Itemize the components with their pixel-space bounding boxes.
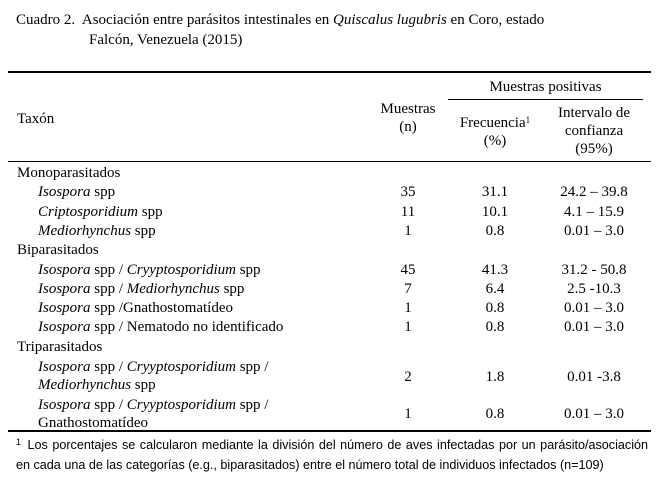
n-row-4: 45 bbox=[400, 262, 416, 278]
n-row-5: 7 bbox=[404, 281, 412, 297]
header-intervalo: Intervalo de confianza (95%) bbox=[557, 105, 631, 157]
header-taxon: Taxón bbox=[17, 111, 55, 127]
taxon-row-2: Criptosporidium spp bbox=[38, 204, 163, 220]
taxon-row-5: Isospora spp / Mediorhynchus spp bbox=[38, 281, 245, 297]
group-monoparasitados: Monoparasitados bbox=[17, 165, 121, 181]
frecuencia-row-7: 0.8 bbox=[485, 319, 505, 335]
top-rule bbox=[8, 71, 651, 73]
intervalo-row-7: 0.01 – 3.0 bbox=[564, 319, 624, 335]
intervalo-row-8: 0.01 -3.8 bbox=[567, 369, 621, 385]
frecuencia-row-6: 0.8 bbox=[485, 300, 505, 316]
n-row-6: 1 bbox=[404, 300, 412, 316]
taxon-row-1: Isospora spp bbox=[38, 184, 116, 200]
footnote-text: Los porcentajes se calcularon mediante la división del número de aves infectadas por un parásito/asociación en cada una de las categorías (e.g., biparasitados) entre el número total de individuos infectados (n=109) bbox=[16, 438, 648, 472]
n-row-7: 1 bbox=[404, 319, 412, 335]
caption-text-after: en Coro, estado bbox=[446, 12, 545, 28]
n-row-2: 11 bbox=[400, 204, 416, 220]
frecuencia-row-2: 10.1 bbox=[481, 204, 509, 220]
table-caption bbox=[16, 10, 656, 50]
intervalo-row-1: 24.2 – 39.8 bbox=[560, 184, 628, 200]
header-muestras: Muestras (n) bbox=[380, 101, 436, 135]
intervalo-row-3: 0.01 – 3.0 bbox=[564, 223, 624, 239]
intervalo-row-6: 0.01 – 3.0 bbox=[564, 300, 624, 316]
frecuencia-row-5: 6.4 bbox=[485, 281, 505, 297]
footnote-marker: 1 bbox=[16, 437, 22, 447]
positivas-rule bbox=[448, 99, 643, 100]
frecuencia-row-9: 0.8 bbox=[485, 406, 505, 422]
intervalo-row-4: 31.2 - 50.8 bbox=[561, 262, 627, 278]
intervalo-row-5: 2.5 -10.3 bbox=[567, 281, 621, 297]
caption-text-before: Asociación entre parásitos intestinales en bbox=[81, 12, 334, 28]
header-frecuencia: Frecuencia$^1$ (%) bbox=[459, 115, 531, 149]
n-row-3: 1 bbox=[404, 223, 412, 239]
frecuencia-row-8: 1.8 bbox=[485, 369, 505, 385]
taxon-row-7: Isospora spp / Nematodo no identificado bbox=[38, 319, 284, 335]
header-rule bbox=[8, 161, 651, 162]
group-triparasitados: Triparasitados bbox=[17, 339, 103, 355]
group-biparasitados: Biparasitados bbox=[17, 242, 99, 258]
frecuencia-row-1: 31.1 bbox=[481, 184, 509, 200]
n-row-9: 1 bbox=[404, 406, 412, 422]
caption-label: Cuadro 2. bbox=[16, 12, 76, 28]
header-positivas: Muestras positivas bbox=[489, 79, 602, 95]
taxon-row-8: Isospora spp / Cryyptosporidium spp / Mediorhynchus spp bbox=[38, 359, 269, 393]
taxon-row-6: Isospora spp /Gnathostomatídeo bbox=[38, 300, 234, 316]
frecuencia-row-3: 0.8 bbox=[485, 223, 505, 239]
taxon-row-9: Isospora spp / Cryyptosporidium spp / Gnathostomatídeo bbox=[38, 397, 269, 431]
taxon-row-3: Mediorhynchus spp bbox=[38, 223, 156, 239]
frecuencia-row-4: 41.3 bbox=[481, 262, 509, 278]
caption-species: Quiscalus lugubris bbox=[333, 12, 447, 28]
intervalo-row-9: 0.01 – 3.0 bbox=[564, 406, 624, 422]
taxon-row-4: Isospora spp / Cryyptosporidium spp bbox=[38, 262, 261, 278]
table-footnote bbox=[16, 436, 648, 475]
intervalo-row-2: 4.1 – 15.9 bbox=[564, 204, 624, 220]
caption-line2: Falcón, Venezuela (2015) bbox=[89, 32, 243, 48]
n-row-1: 35 bbox=[400, 184, 416, 200]
n-row-8: 2 bbox=[404, 369, 412, 385]
